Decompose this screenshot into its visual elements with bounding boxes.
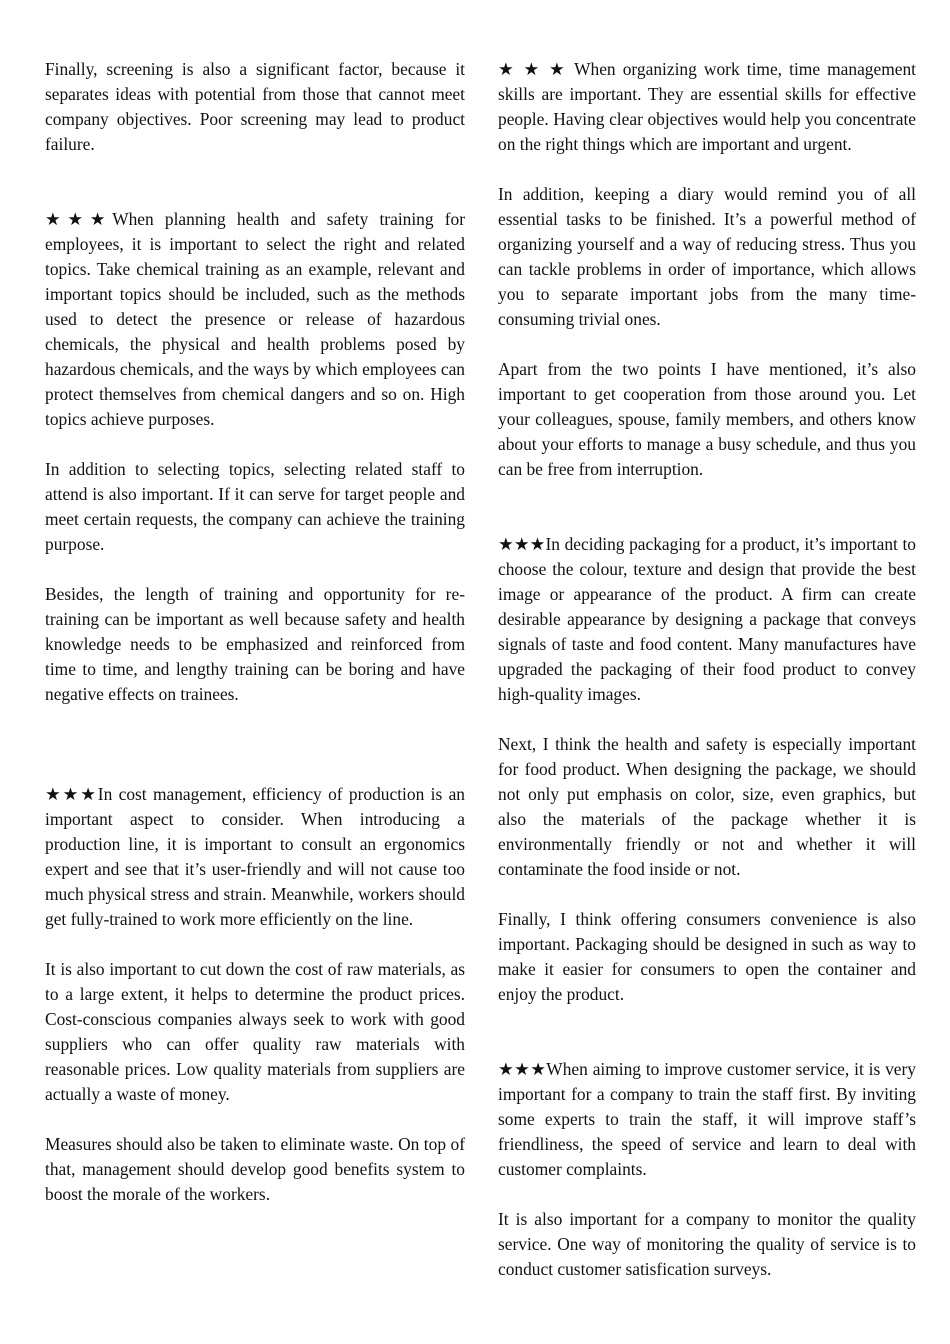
paragraph: It is also important to cut down the cost of raw materials, as to a large extent, it helps to determine the product prices. Cost-conscious companies always seek to work with good suppliers who can offer quality raw materials with reasonable prices. Low quality materials from suppliers are actually a waste of money.: [45, 959, 465, 1104]
paragraph: ★★★In cost management, efficiency of production is an important aspect to consider. When introducing a production line, it is important to consult an ergonomics expert and see that it’s user-friendly and will not cause too much physical stress and strain. Meanwhile, workers should get fully-trained to work more efficiently on the line.: [45, 784, 465, 929]
section-screening: [45, 57, 465, 157]
paragraph: Finally, I think offering consumers convenience is also important. Packaging should be designed in such as way to make it easier for consumers to open the container and enjoy the product.: [498, 909, 916, 1004]
section-cost-management: [45, 782, 465, 1207]
left-column: [45, 57, 465, 1207]
section-time-management: [498, 57, 916, 482]
section-customer-service: [498, 1057, 916, 1282]
paragraph: ★★★When planning health and safety training for employees, it is important to select the right and related topics. Take chemical training as an example, relevant and important topics should be included, such as the methods used to detect the presence or release of hazardous chemicals, the physical and health problems posed by hazardous chemicals, and the ways by which employees can protect themselves from chemical dangers and so on. High topics achieve purposes.: [45, 209, 465, 429]
paragraph: ★ ★ ★ When organizing work time, time management skills are important. They are essential skills for effective people. Having clear objectives would help you concentrate on the right things which are important and urgent.: [498, 59, 916, 154]
paragraph: ★★★In deciding packaging for a product, it’s important to choose the colour, texture and design that provide the best image or appearance of the product. A firm can create desirable appearance by designing a package that conveys signals of taste and food content. Many manufactures have upgraded the packaging of their food product to convey high-quality images.: [498, 534, 916, 704]
section-packaging: [498, 532, 916, 1007]
paragraph: In addition to selecting topics, selecting related staff to attend is also important. If it can serve for target people and meet certain requests, the company can achieve the training purpose.: [45, 459, 465, 554]
paragraph: In addition, keeping a diary would remind you of all essential tasks to be finished. It’s a powerful method of organizing yourself and a way of reducing stress. Thus you can tackle problems in order of importance, which allows you to separate important jobs from the many time-consuming trivial ones.: [498, 184, 916, 329]
paragraph: Next, I think the health and safety is especially important for food product. When designing the package, we should not only put emphasis on color, size, even graphics, but also the materials of the package whether it is environmentally friendly or not and whether it will contaminate the food inside or not.: [498, 734, 916, 879]
right-column: [498, 57, 916, 1282]
paragraph: ★★★When aiming to improve customer service, it is very important for a company to train the staff first. By inviting some experts to train the staff, it will improve staff’s friendliness, the speed of service and learn to deal with customer complaints.: [498, 1059, 916, 1179]
section-safety-training: [45, 207, 465, 707]
paragraph: Apart from the two points I have mentioned, it’s also important to get cooperation from those around you. Let your colleagues, spouse, family members, and others know about your efforts to manage a busy schedule, and thus you can be free from interruption.: [498, 359, 916, 479]
paragraph: Besides, the length of training and opportunity for re-training can be important as well because safety and health knowledge needs to be emphasized and reinforced from time to time, and lengthy training can be boring and have negative effects on trainees.: [45, 584, 465, 704]
paragraph: Finally, screening is also a significant factor, because it separates ideas with potential from those that cannot meet company objectives. Poor screening may lead to product failure.: [45, 59, 465, 154]
paragraph: It is also important for a company to monitor the quality service. One way of monitoring the quality of service is to conduct customer satisfication surveys.: [498, 1209, 916, 1279]
paragraph: Measures should also be taken to eliminate waste. On top of that, management should develop good benefits system to boost the morale of the workers.: [45, 1134, 465, 1204]
